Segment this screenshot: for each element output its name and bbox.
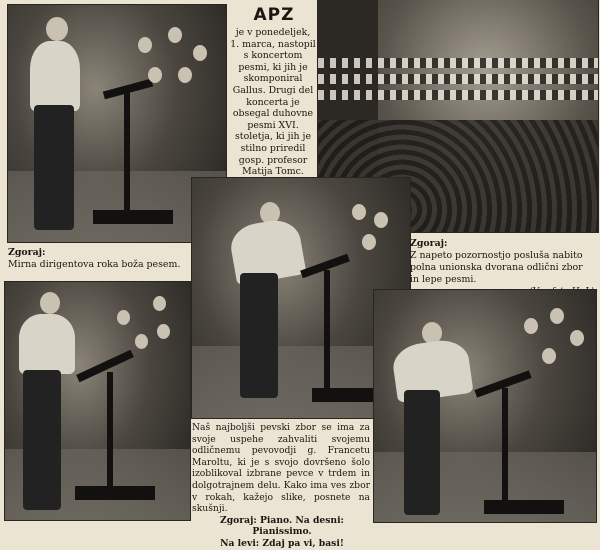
- article-block: [192, 422, 372, 550]
- article-footer-line2: Na levi: Zdaj pa vi, basi!: [220, 537, 344, 549]
- photo-conductor-bottom-right: [374, 290, 596, 522]
- intro-block: [230, 5, 318, 178]
- page-title: APZ: [253, 5, 295, 25]
- article-text: Naš najboljši pevski zbor se ima za svoje uspehe zahvaliti svojemu odličnemu pevovodji g. Francetu Maroltu, ki je s svojo dovršeno šolo izoblikoval izbrane pevce v trdem in dolgotrajnem delu. Kako ima ves zbor v rokah, kažejo slike, posnete na skušnji.: [192, 422, 370, 515]
- article-footer-line1: Zgoraj: Piano. Na desni: Pianissimo.: [220, 514, 344, 538]
- caption-right-label: Zgoraj:: [410, 238, 448, 249]
- caption-left: [8, 247, 188, 271]
- photo-conductor-bottom-left: [5, 282, 190, 520]
- caption-right-text: Z napeto pozornostjo posluša nabito polna unionska dvorana odlični zbor in lepe pesmi.: [410, 250, 583, 285]
- caption-right: [410, 238, 594, 298]
- caption-left-label: Zgoraj:: [8, 247, 46, 258]
- caption-left-text: Mirna dirigentova roka boža pesem.: [8, 259, 181, 270]
- intro-text: je v ponedeljek, 1. marca, nastopil s koncertom pesmi, ki jih je skomponiral Gallus. Drugi del koncerta je obsegal duhovne pesmi XVI. stoletja, ki jih je stilno priredil gosp. profesor Matija Tomc.: [230, 27, 316, 178]
